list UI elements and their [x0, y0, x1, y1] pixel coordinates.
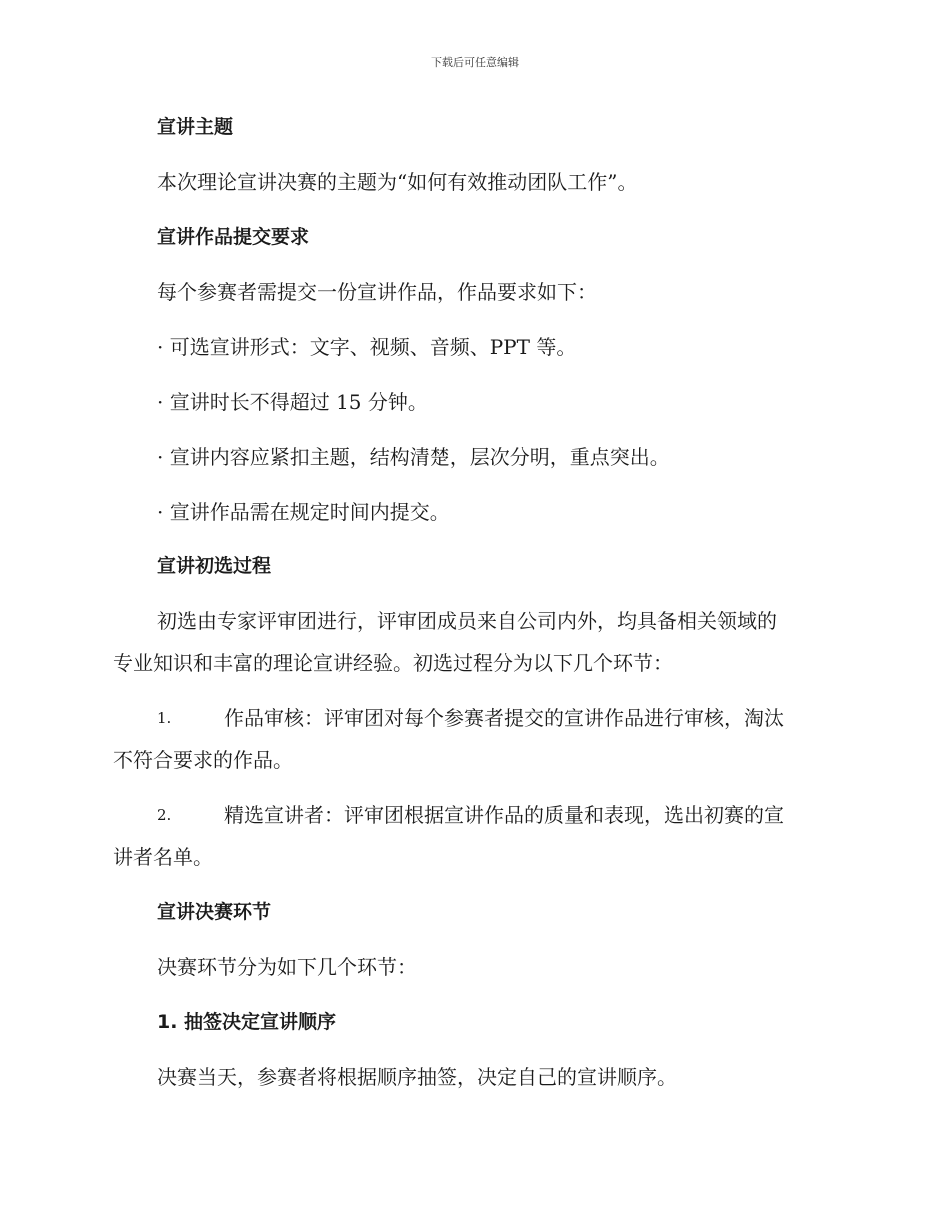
submission-intro: 每个参赛者需提交一份宣讲作品，作品要求如下：: [157, 280, 597, 304]
submission-item-3: · 宣讲内容应紧扣主题，结构清楚，层次分明，重点突出。: [157, 445, 670, 469]
step-number: 2.: [157, 806, 172, 824]
preliminary-paragraph-line-2: 专业知识和丰富的理论宣讲经验。初选过程分为以下几个环节：: [113, 651, 673, 675]
page-header: 下载后可任意编辑: [431, 56, 519, 69]
step-number: 1.: [157, 709, 172, 727]
step-2-line-2: 讲者名单。: [113, 845, 213, 869]
theme-paragraph: 本次理论宣讲决赛的主题为“如何有效推动团队工作”。: [157, 170, 638, 194]
submission-item-1: · 可选宣讲形式：文字、视频、音频、PPT 等。: [157, 335, 577, 359]
preliminary-paragraph-line-1: 初选由专家评审团进行，评审团成员来自公司内外，均具备相关领域的: [157, 609, 777, 633]
final-draw-order-text: 决赛当天，参赛者将根据顺序抽签，决定自己的宣讲顺序。: [157, 1065, 677, 1089]
section-heading-preliminary: 宣讲初选过程: [157, 555, 272, 577]
final-subheading-draw-order: 1. 抽签决定宣讲顺序: [157, 1011, 337, 1033]
final-intro: 决赛环节分为如下几个环节：: [157, 955, 417, 979]
section-heading-submission: 宣讲作品提交要求: [157, 226, 310, 248]
step-2-line-1: 精选宣讲者：评审团根据宣讲作品的质量和表现，选出初赛的宣: [224, 803, 784, 827]
section-heading-final: 宣讲决赛环节: [157, 901, 272, 923]
step-1-line-1: 作品审核：评审团对每个参赛者提交的宣讲作品进行审核，淘汰: [224, 706, 784, 730]
section-heading-theme: 宣讲主题: [157, 116, 234, 138]
step-1-line-2: 不符合要求的作品。: [113, 748, 293, 772]
submission-item-2: · 宣讲时长不得超过 15 分钟。: [157, 390, 428, 414]
submission-item-4: · 宣讲作品需在规定时间内提交。: [157, 500, 450, 524]
